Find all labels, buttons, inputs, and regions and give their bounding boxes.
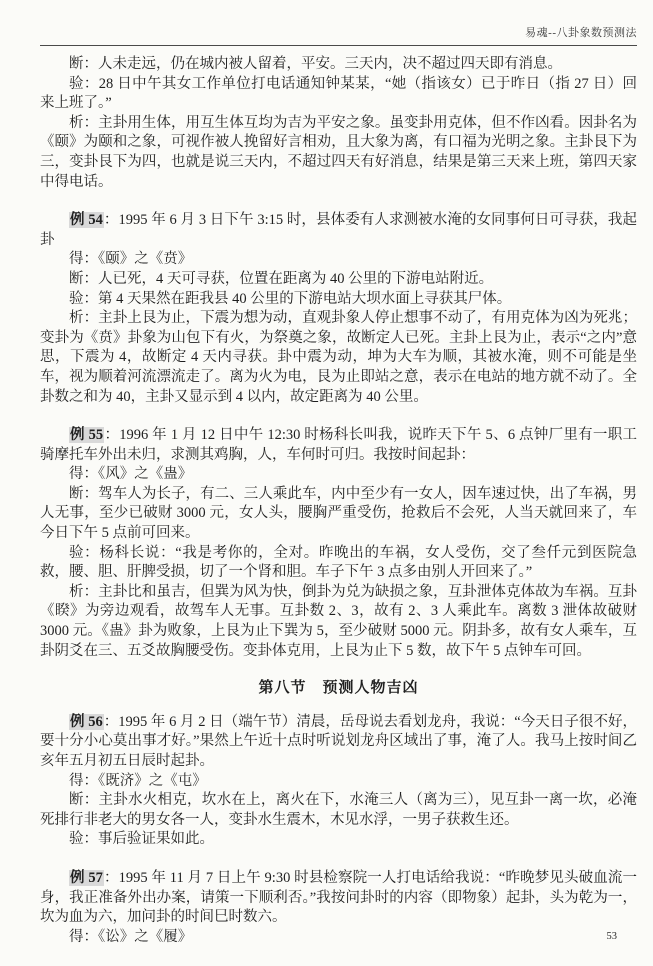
example-54-label: 例 54: [70, 212, 103, 229]
example-55-paragraph: [40, 426, 637, 465]
paragraph-de: 得：《讼》之《履》: [69, 928, 193, 945]
paragraph-xi: 析：主卦上艮为止，下震为想为动，直观卦象人停止想事不动了，有用克体为凶为死兆；变卦为《贲》卦象为山包下有火，为祭奠之象，故断定人已死。主卦上艮为止，表示“之内”意思，下震为 4，故断定 4 天内寻获。卦中震为动，坤为大车为顺，其被水淹，则不可能是坐车，视为顺着河流漂流走了。离为火为电，艮为止即站之意，表示在电站的地方就不动了。全卦数之和为 40，主卦又显示到 4 以内，故定距离为 40 公里。: [40, 310, 637, 405]
example-54-paragraph: [40, 211, 637, 250]
paragraph-de: 得：《颐》之《贲》: [69, 251, 193, 268]
paragraph-xi: 析：主卦比和虽吉，但巽为风为快，倒卦为兑为缺损之象，互卦泄体克体故为车祸。互卦《睽》为旁边观看，故驾车人无事。互卦数 2、3，故有 2、3 人乘此车。离数 3 泄体故破财 3000 元。《蛊》卦为败象，上艮为止下巽为 5，至少破财 5000 元。阴卦多，故有女人乘车，互卦阴爻在三、五爻故胸腰受伤。变卦体克用，上艮为止下 5 数，故下午 5 点钟车可回。: [40, 583, 637, 659]
paragraph-duan: 断：主卦水火相克，坎水在上，离火在下，水淹三人（离为三），见互卦一离一坎，必淹死排行非老大的男女各一人，变卦水生震木，木见水浮，一男子获救生还。: [40, 792, 637, 828]
example-56-paragraph: [40, 713, 637, 772]
paragraph-yan: 验：第 4 天果然在距我县 40 公里的下游电站大坝水面上寻获其尸体。: [69, 290, 512, 307]
example-57-paragraph: [40, 869, 637, 928]
paragraph-de: 得：《既济》之《屯》: [69, 772, 207, 789]
example-57-text: ：1995 年 11 月 7 日上午 9:30 时县检察院一人打电话给我说：“昨晚梦见头破血流一身，我正准备外出办案，请策一下顺利否。”我按问卦时的内容（即物象）起卦，头为乾为一，坎为血为六，加问卦的时间巳时数六。: [40, 869, 637, 926]
page-header: [40, 24, 637, 46]
paragraph-duan: 断：人已死，4 天可寻获，位置在距离为 40 公里的下游电站附近。: [69, 270, 494, 287]
page-body: [40, 55, 637, 947]
example-54-text: ：1995 年 6 月 3 日下午 3:15 时，县体委有人求测被水淹的女同事何日可寻获，我起卦: [40, 212, 638, 248]
paragraph-yan: 验：28 日中午其女工作单位打电话通知钟某某，“她（指该女）已于昨日（指 27 日）回来上班了。”: [40, 75, 637, 112]
page-number: 53: [606, 931, 617, 942]
section-heading: 第八节 预测人物吉凶: [258, 679, 419, 697]
example-57-label: 例 57: [70, 869, 103, 886]
example-56-label: 例 56: [70, 713, 103, 730]
example-55-text: ：1996 年 1 月 12 日中午 12:30 时杨科长叫我，说昨天下午 5、6 点钟厂里有一职工骑摩托车外出未归，求测其鸡胸，人，车何时可归。我按时间起卦：: [40, 427, 637, 463]
paragraph-xi: 析：主卦用生体，用互生体互均为吉为平安之象。虽变卦用克体，但不作凶看。因卦名为《颐》为颐和之象，可视作被人挽留好言相劝，且大象为离，有口福为光明之象。主卦艮下为三，变卦艮下为四，也就是说三天内，不超过四天有好消息，结果是第三天来上班，第四天家中得电话。: [40, 114, 637, 190]
paragraph-yan: 验：杨科长说：“我是考你的，全对。昨晚出的车祸，女人受伤，交了叁仟元到医院急救，腰、胆、肝脾受损，切了一个肾和胆。车子下午 3 点多由别人开回来了。”: [40, 544, 637, 581]
example-56-text: ：1995 年 6 月 2 日（端午节）清晨，岳母说去看划龙舟，我说：“今天日子很不好，要十分小心莫出事才好。”果然上午近十点时听说划龙舟区域出了事，淹了人。我马上按时间乙亥年五月初五日辰时起卦。: [40, 713, 638, 769]
paragraph-yan: 验：事后验证果如此。: [69, 831, 214, 848]
paragraph-duan: 断：驾车人为长子，有二、三人乘此车，内中至少有一女人，因车速过快，出了车祸，男人无事，至少已破财 3000 元，女人头，腰胸严重受伤，抢救后不会死，人当天就回来了，车今日下午 5 点前可回来。: [40, 485, 637, 542]
paragraph-duan: 断：人未走远，仍在城内被人留着，平安。三天内，决不超过四天即有消息。: [69, 56, 562, 72]
paragraph-de: 得：《风》之《蛊》: [69, 466, 193, 483]
example-55-label: 例 55: [70, 427, 104, 444]
book-title: 易魂--八卦象数预测法: [525, 27, 637, 39]
